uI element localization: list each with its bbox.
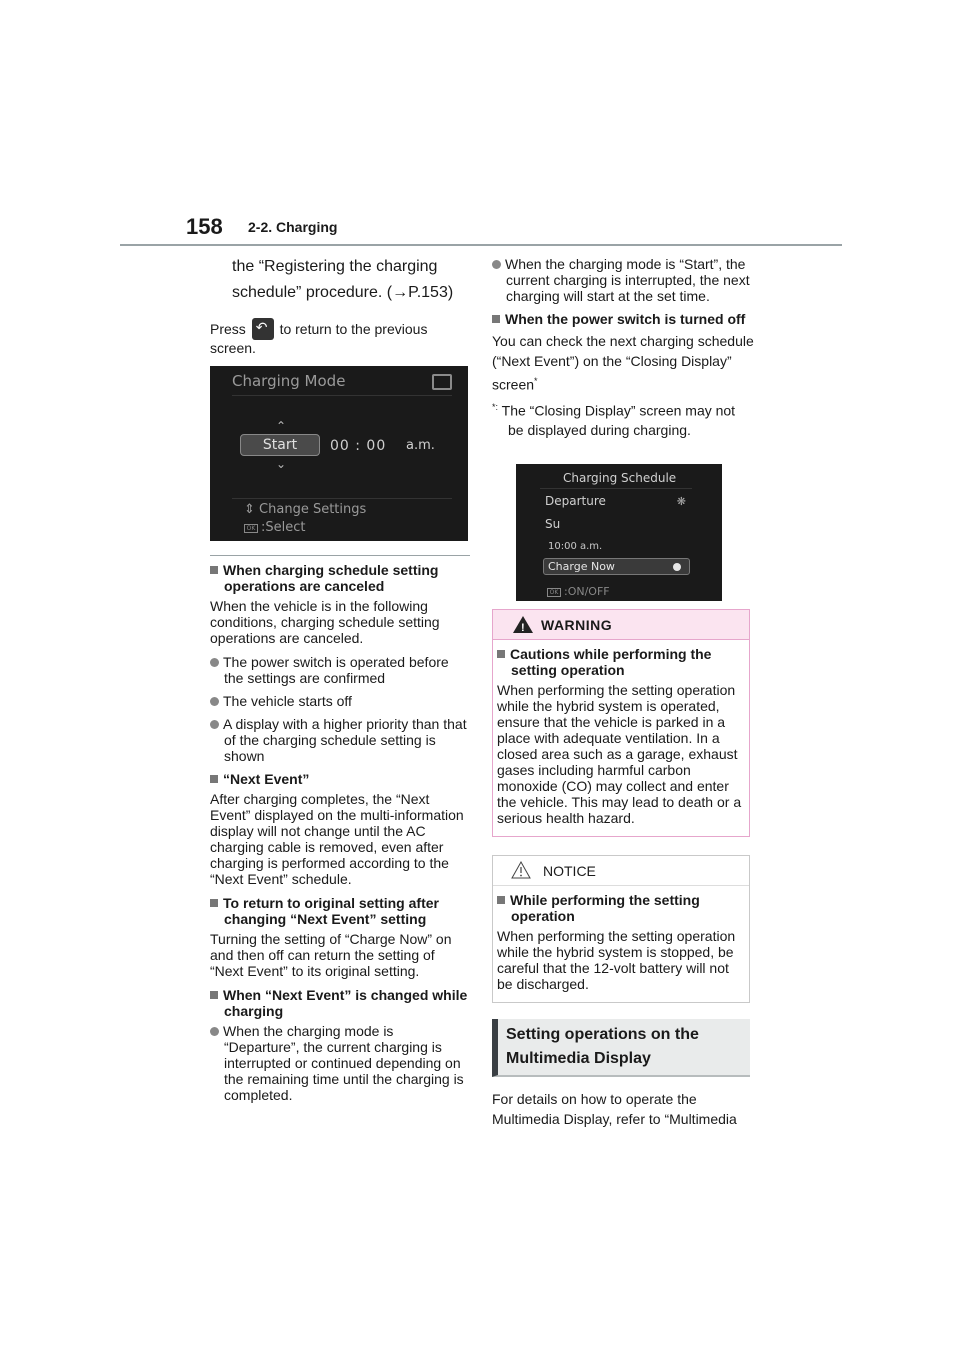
footnote-star: * — [534, 376, 538, 386]
chevron-down-icon: ⌄ — [276, 457, 287, 471]
square-bullet-icon — [497, 896, 505, 904]
press-before: Press — [210, 321, 246, 337]
bullet-icon — [210, 658, 219, 667]
bullet-icon — [210, 720, 219, 729]
subheading: To return to original setting after changing “Next Event” setting — [210, 895, 470, 927]
charge-now-toggle: Charge Now — [543, 558, 690, 575]
square-bullet-icon — [210, 566, 218, 574]
section-divider — [210, 555, 470, 556]
ok-icon: OK — [547, 588, 561, 597]
subheading: When charging schedule setting operations are canceled — [210, 562, 470, 594]
caution-icon — [511, 861, 531, 879]
notice-box — [492, 855, 750, 1003]
time-value: 00 : 00 — [330, 438, 387, 454]
charging-mode-screen — [210, 366, 468, 541]
page-number: 158 — [186, 214, 223, 239]
notice-body — [493, 886, 749, 1002]
departure-label: Departure — [545, 494, 606, 509]
divider — [232, 498, 452, 499]
day-label: Su — [545, 517, 561, 532]
square-bullet-icon — [210, 775, 218, 783]
notice-text: When performing the setting operation while the hybrid system is stopped, be careful that the 12-volt battery will not be discharged. — [497, 928, 736, 993]
paragraph: Turning the setting of “Charge Now” on and then off can return the setting of “Next Event” to its original setting. — [210, 931, 452, 979]
warning-text: When performing the setting operation while the hybrid system is operated, ensure that the vehicle is parked in a place with adequate ventilation. In a closed area such as a garage, exhaust gases including harmful carbon monoxide (CO) may collect and enter the vehicle. This may lead to death or a serious health hazard. — [497, 682, 742, 827]
warning-icon — [513, 616, 533, 633]
list-item: A display with a higher priority than that of the charging schedule setting is shown — [210, 716, 470, 764]
paragraph: You can check the next charging schedule (“Next Event”) on the “Closing Display” screen* — [492, 333, 754, 393]
list-item: When the charging mode is “Departure”, the current charging is interrupted or continued depending on the remaining time until the charging is completed. — [210, 1023, 470, 1103]
square-bullet-icon — [492, 315, 500, 323]
bullet-icon — [210, 697, 219, 706]
change-settings-hint: ⇕ Change Settings — [244, 502, 367, 517]
press-after: to return to the previous screen. — [210, 321, 428, 356]
paragraph: For details on how to operate the Multimedia Display, refer to “Multimedia — [492, 1091, 737, 1128]
notice-header — [493, 856, 749, 886]
time-label: 10:00 a.m. — [548, 541, 603, 553]
square-bullet-icon — [210, 899, 218, 907]
warning-label: WARNING — [541, 617, 613, 634]
paragraph: After charging completes, the “Next Event” displayed on the multi-information display will not change until the AC charging cable is removed, even after charging is performed according to the “Next Event” schedule. — [210, 791, 464, 887]
screen-title: Charging Schedule — [563, 471, 677, 486]
screen-title: Charging Mode — [232, 372, 346, 390]
divider — [232, 395, 452, 396]
warning-body — [493, 640, 749, 836]
updown-icon: ⇕ — [244, 502, 255, 517]
ok-icon: OK — [244, 524, 258, 533]
square-bullet-icon — [210, 991, 218, 999]
left-column — [210, 254, 470, 1110]
charging-schedule-screen — [516, 464, 722, 601]
notice-label: NOTICE — [543, 863, 596, 880]
section-title: 2-2. Charging — [248, 219, 338, 235]
subheading: Cautions while performing the setting operation — [497, 646, 745, 678]
select-hint: OK :Select — [244, 520, 306, 536]
right-column — [492, 256, 754, 1129]
section-heading: Setting operations on the Multimedia Display — [492, 1019, 750, 1077]
bullet-icon — [210, 1027, 219, 1036]
back-icon — [432, 374, 452, 390]
subheading: “Next Event” — [210, 771, 470, 787]
list-item: When the charging mode is “Start”, the current charging is interrupted, the next charging will start at the set time. — [492, 256, 754, 304]
subheading: While performing the setting operation — [497, 892, 745, 924]
chevron-up-icon: ⌃ — [276, 419, 287, 433]
bullet-icon — [492, 260, 501, 269]
warning-header — [493, 610, 749, 640]
toggle-icon — [673, 563, 681, 571]
list-item: The vehicle starts off — [210, 693, 470, 709]
back-icon — [252, 318, 274, 340]
start-selector: Start — [240, 434, 320, 456]
subheading: When the power switch is turned off — [492, 311, 754, 327]
press-instruction — [210, 318, 470, 356]
square-bullet-icon — [497, 650, 505, 658]
warning-box — [492, 609, 750, 837]
lead-text: the “Registering the charging schedule” procedure. (→P.153) — [232, 258, 454, 301]
onoff-hint: OK :ON/OFF — [547, 584, 610, 600]
header-rule — [120, 244, 842, 246]
ampm-value: a.m. — [406, 438, 435, 453]
divider — [540, 488, 692, 489]
footnote: *: The “Closing Display” screen may not be displayed during charging. — [492, 401, 736, 439]
paragraph: When the vehicle is in the following conditions, charging schedule setting operations are canceled. — [210, 598, 440, 646]
subheading: When “Next Event” is changed while charging — [210, 987, 470, 1019]
settings-icon: ❋ — [676, 495, 686, 509]
list-item: The power switch is operated before the settings are confirmed — [210, 654, 470, 686]
